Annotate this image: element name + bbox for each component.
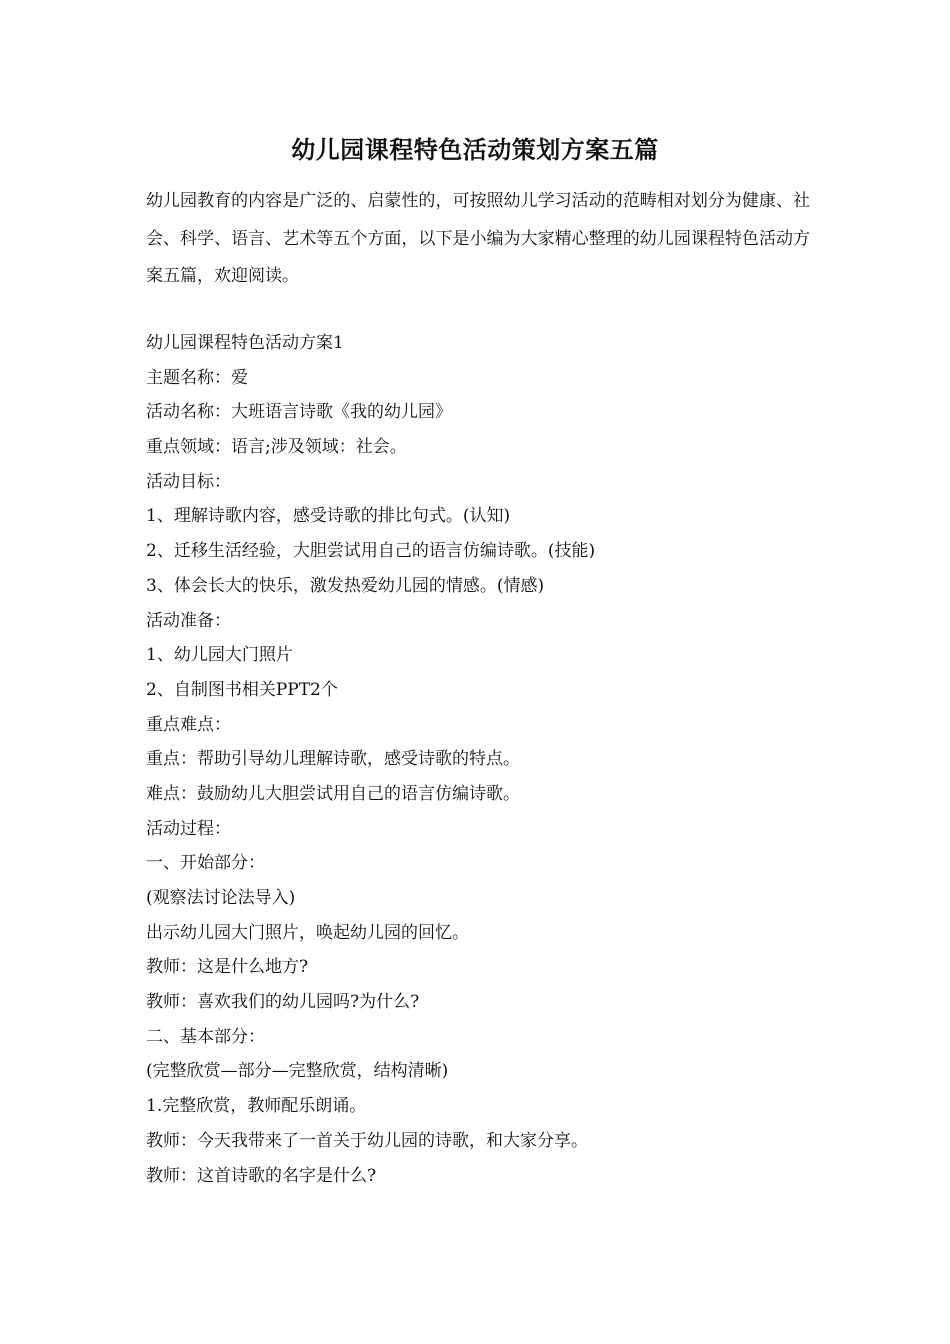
text-line: 3、体会长大的快乐，激发热爱幼儿园的情感。(情感) <box>146 575 545 596</box>
text-line: 1、理解诗歌内容，感受诗歌的排比句式。(认知) <box>146 506 511 527</box>
text-line: 重点领域：语言;涉及领域：社会。 <box>146 437 407 458</box>
text-line: 教师：喜欢我们的幼儿园吗?为什么? <box>146 992 420 1013</box>
text-line: (完整欣赏—部分—完整欣赏，结构清晰) <box>146 1061 449 1082</box>
text-line: 难点：鼓励幼儿大胆尝试用自己的语言仿编诗歌。 <box>146 783 520 804</box>
text-line: 活动准备： <box>146 610 231 631</box>
text-line: (观察法讨论法导入) <box>146 888 296 908</box>
text-line: 1、幼儿园大门照片 <box>146 645 293 666</box>
text-line: 重点难点： <box>146 714 231 735</box>
text-line: 活动目标： <box>146 471 231 492</box>
text-line: 2、自制图书相关PPT2个 <box>146 679 338 700</box>
intro-paragraph: 幼儿园教育的内容是广泛的、启蒙性的，可按照幼儿学习活动的范畴相对划分为健康、社会、科学、语言、艺术等五个方面，以下是小编为大家精心整理的幼儿园课程特色活动方案五篇，欢迎阅读。 <box>146 191 810 286</box>
text-line: 教师：这首诗歌的名字是什么? <box>146 1165 377 1186</box>
section-heading: 幼儿园课程特色活动方案1 <box>146 333 344 353</box>
text-line: 重点：帮助引导幼儿理解诗歌，感受诗歌的特点。 <box>146 749 520 770</box>
text-line: 一、开始部分： <box>146 853 265 874</box>
text-line: 2、迁移生活经验，大胆尝试用自己的语言仿编诗歌。(技能) <box>146 541 596 562</box>
text-line: 活动名称：大班语言诗歌《我的幼儿园》 <box>146 402 452 423</box>
text-line: 出示幼儿园大门照片，唤起幼儿园的回忆。 <box>146 922 469 943</box>
text-line: 二、基本部分： <box>146 1026 265 1047</box>
text-line: 活动过程： <box>146 818 231 839</box>
document-title: 幼儿园课程特色活动策划方案五篇 <box>291 135 659 164</box>
body-lines <box>146 326 810 1193</box>
text-line: 教师：今天我带来了一首关于幼儿园的诗歌，和大家分享。 <box>146 1130 588 1151</box>
text-line: 1.完整欣赏，教师配乐朗诵。 <box>146 1096 367 1117</box>
text-line: 教师：这是什么地方? <box>146 957 309 978</box>
text-line: 主题名称：爱 <box>146 367 248 388</box>
